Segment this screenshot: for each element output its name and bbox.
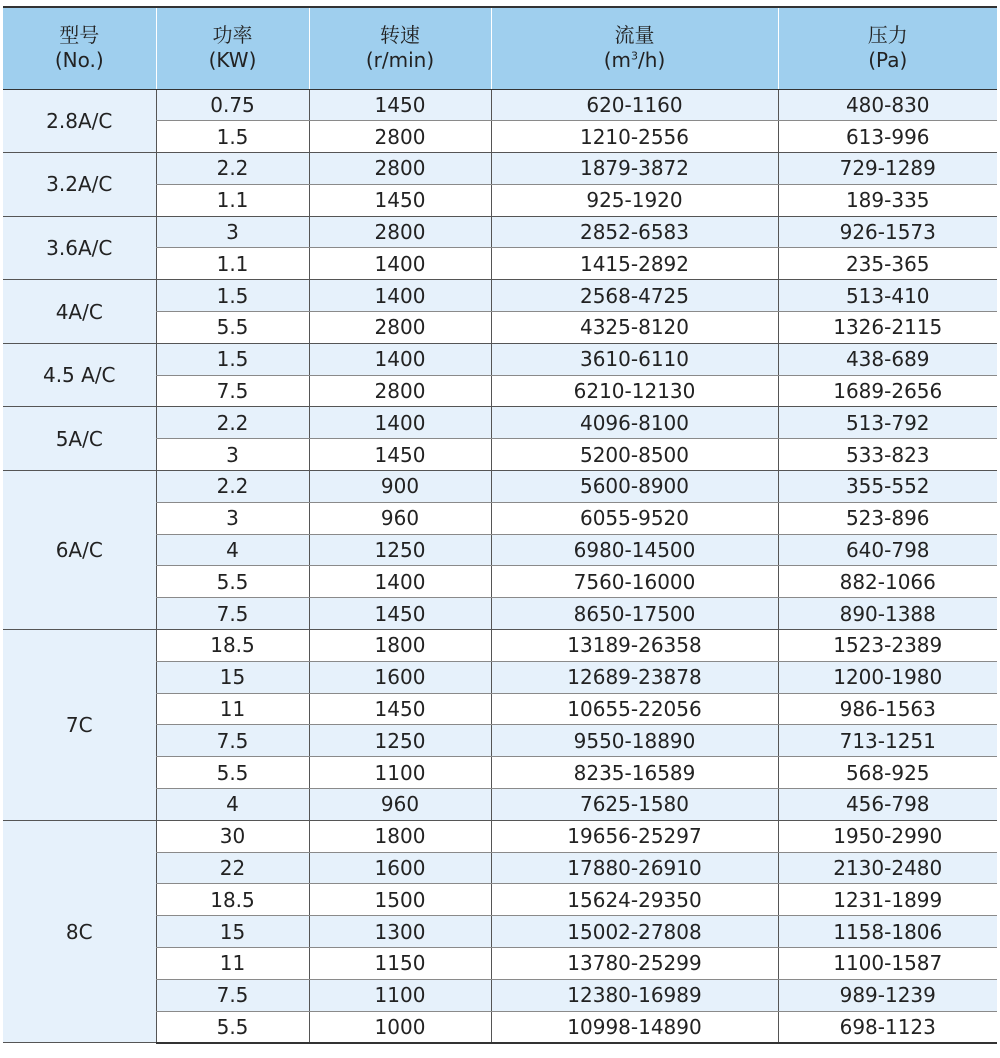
power-cell: 5.5: [156, 757, 309, 789]
header-power: 功率 (KW): [156, 7, 309, 89]
speed-cell: 2800: [309, 153, 491, 185]
power-cell: 7.5: [156, 598, 309, 630]
flow-cell: 6055-9520: [491, 502, 778, 534]
flow-cell: 10998-14890: [491, 1011, 778, 1043]
flow-cell: 620-1160: [491, 89, 778, 121]
speed-cell: 1400: [309, 566, 491, 598]
speed-cell: 1600: [309, 852, 491, 884]
pressure-cell: 640-798: [778, 534, 997, 566]
power-cell: 2.2: [156, 153, 309, 185]
pressure-cell: 1100-1587: [778, 948, 997, 980]
flow-cell: 9550-18890: [491, 725, 778, 757]
flow-cell: 1210-2556: [491, 121, 778, 153]
pressure-cell: 890-1388: [778, 598, 997, 630]
speed-cell: 1450: [309, 89, 491, 121]
speed-cell: 1400: [309, 280, 491, 312]
model-cell: 2.8A/C: [3, 89, 156, 153]
power-cell: 5.5: [156, 312, 309, 344]
power-cell: 1.1: [156, 248, 309, 280]
power-cell: 18.5: [156, 884, 309, 916]
table-row: [3, 216, 997, 248]
header-row: [3, 7, 997, 89]
pressure-cell: 926-1573: [778, 216, 997, 248]
pressure-cell: 1158-1806: [778, 916, 997, 948]
header-model: 型号 (No.): [3, 7, 156, 89]
fan-spec-table: [3, 6, 997, 1044]
power-cell: 1.5: [156, 343, 309, 375]
flow-cell: 4096-8100: [491, 407, 778, 439]
power-cell: 3: [156, 502, 309, 534]
speed-cell: 1400: [309, 248, 491, 280]
speed-cell: 1250: [309, 725, 491, 757]
model-cell: 4.5 A/C: [3, 343, 156, 407]
pressure-cell: 1200-1980: [778, 661, 997, 693]
speed-cell: 2800: [309, 312, 491, 344]
power-cell: 7.5: [156, 979, 309, 1011]
pressure-cell: 189-335: [778, 184, 997, 216]
pressure-cell: 235-365: [778, 248, 997, 280]
power-cell: 22: [156, 852, 309, 884]
pressure-cell: 523-896: [778, 502, 997, 534]
flow-cell: 13189-26358: [491, 630, 778, 662]
model-cell: 5A/C: [3, 407, 156, 471]
speed-cell: 1000: [309, 1011, 491, 1043]
table-header: [3, 7, 997, 89]
table-row: [3, 820, 997, 852]
pressure-cell: 1689-2656: [778, 375, 997, 407]
power-cell: 1.5: [156, 280, 309, 312]
model-cell: 3.6A/C: [3, 216, 156, 280]
speed-cell: 1400: [309, 343, 491, 375]
pressure-cell: 713-1251: [778, 725, 997, 757]
flow-cell: 5200-8500: [491, 439, 778, 471]
pressure-cell: 568-925: [778, 757, 997, 789]
table-row: [3, 280, 997, 312]
table-row: [3, 89, 997, 121]
speed-cell: 1450: [309, 184, 491, 216]
flow-cell: 4325-8120: [491, 312, 778, 344]
table-row: [3, 471, 997, 503]
flow-cell: 12380-16989: [491, 979, 778, 1011]
header-speed: 转速 (r/min): [309, 7, 491, 89]
power-cell: 2.2: [156, 407, 309, 439]
flow-cell: 10655-22056: [491, 693, 778, 725]
power-cell: 0.75: [156, 89, 309, 121]
flow-cell: 12689-23878: [491, 661, 778, 693]
table-row: [3, 630, 997, 662]
model-cell: 6A/C: [3, 471, 156, 630]
table-row: [3, 153, 997, 185]
speed-cell: 960: [309, 502, 491, 534]
flow-cell: 1879-3872: [491, 153, 778, 185]
power-cell: 30: [156, 820, 309, 852]
speed-cell: 1450: [309, 439, 491, 471]
flow-cell: 5600-8900: [491, 471, 778, 503]
speed-cell: 1450: [309, 598, 491, 630]
pressure-cell: 480-830: [778, 89, 997, 121]
pressure-cell: 1231-1899: [778, 884, 997, 916]
power-cell: 2.2: [156, 471, 309, 503]
power-cell: 15: [156, 916, 309, 948]
flow-cell: 2568-4725: [491, 280, 778, 312]
spec-table-container: [3, 6, 997, 1044]
flow-cell: 17880-26910: [491, 852, 778, 884]
speed-cell: 1500: [309, 884, 491, 916]
pressure-cell: 438-689: [778, 343, 997, 375]
pressure-cell: 533-823: [778, 439, 997, 471]
pressure-cell: 1326-2115: [778, 312, 997, 344]
model-cell: 4A/C: [3, 280, 156, 344]
model-cell: 7C: [3, 630, 156, 821]
pressure-cell: 456-798: [778, 789, 997, 821]
speed-cell: 1250: [309, 534, 491, 566]
header-pressure: 压力 (Pa): [778, 7, 997, 89]
flow-cell: 8650-17500: [491, 598, 778, 630]
speed-cell: 2800: [309, 216, 491, 248]
pressure-cell: 513-792: [778, 407, 997, 439]
speed-cell: 2800: [309, 121, 491, 153]
pressure-cell: 698-1123: [778, 1011, 997, 1043]
speed-cell: 1600: [309, 661, 491, 693]
table-row: [3, 343, 997, 375]
flow-cell: 925-1920: [491, 184, 778, 216]
speed-cell: 1450: [309, 693, 491, 725]
power-cell: 5.5: [156, 1011, 309, 1043]
power-cell: 11: [156, 693, 309, 725]
flow-cell: 15624-29350: [491, 884, 778, 916]
speed-cell: 1300: [309, 916, 491, 948]
power-cell: 3: [156, 216, 309, 248]
power-cell: 11: [156, 948, 309, 980]
speed-cell: 2800: [309, 375, 491, 407]
flow-cell: 8235-16589: [491, 757, 778, 789]
power-cell: 7.5: [156, 375, 309, 407]
flow-cell: 19656-25297: [491, 820, 778, 852]
pressure-cell: 513-410: [778, 280, 997, 312]
flow-cell: 3610-6110: [491, 343, 778, 375]
pressure-cell: 882-1066: [778, 566, 997, 598]
header-flow: 流量 $(m^3/h)$: [491, 7, 778, 89]
speed-cell: 900: [309, 471, 491, 503]
speed-cell: 1800: [309, 820, 491, 852]
flow-cell: 1415-2892: [491, 248, 778, 280]
power-cell: 1.1: [156, 184, 309, 216]
flow-cell: 13780-25299: [491, 948, 778, 980]
flow-cell: 6980-14500: [491, 534, 778, 566]
pressure-cell: 355-552: [778, 471, 997, 503]
pressure-cell: 2130-2480: [778, 852, 997, 884]
pressure-cell: 729-1289: [778, 153, 997, 185]
model-cell: 8C: [3, 820, 156, 1043]
power-cell: 4: [156, 534, 309, 566]
table-row: [3, 407, 997, 439]
model-cell: 3.2A/C: [3, 153, 156, 217]
power-cell: 3: [156, 439, 309, 471]
pressure-cell: 986-1563: [778, 693, 997, 725]
power-cell: 1.5: [156, 121, 309, 153]
speed-cell: 960: [309, 789, 491, 821]
flow-cell: 7625-1580: [491, 789, 778, 821]
power-cell: 18.5: [156, 630, 309, 662]
flow-cell: 6210-12130: [491, 375, 778, 407]
power-cell: 5.5: [156, 566, 309, 598]
speed-cell: 1100: [309, 979, 491, 1011]
pressure-cell: 613-996: [778, 121, 997, 153]
pressure-cell: 1950-2990: [778, 820, 997, 852]
speed-cell: 1100: [309, 757, 491, 789]
table-body: [3, 89, 997, 1043]
power-cell: 15: [156, 661, 309, 693]
flow-cell: 15002-27808: [491, 916, 778, 948]
pressure-cell: 989-1239: [778, 979, 997, 1011]
flow-cell: 2852-6583: [491, 216, 778, 248]
power-cell: 7.5: [156, 725, 309, 757]
speed-cell: 1400: [309, 407, 491, 439]
power-cell: 4: [156, 789, 309, 821]
flow-cell: 7560-16000: [491, 566, 778, 598]
speed-cell: 1800: [309, 630, 491, 662]
pressure-cell: 1523-2389: [778, 630, 997, 662]
speed-cell: 1150: [309, 948, 491, 980]
